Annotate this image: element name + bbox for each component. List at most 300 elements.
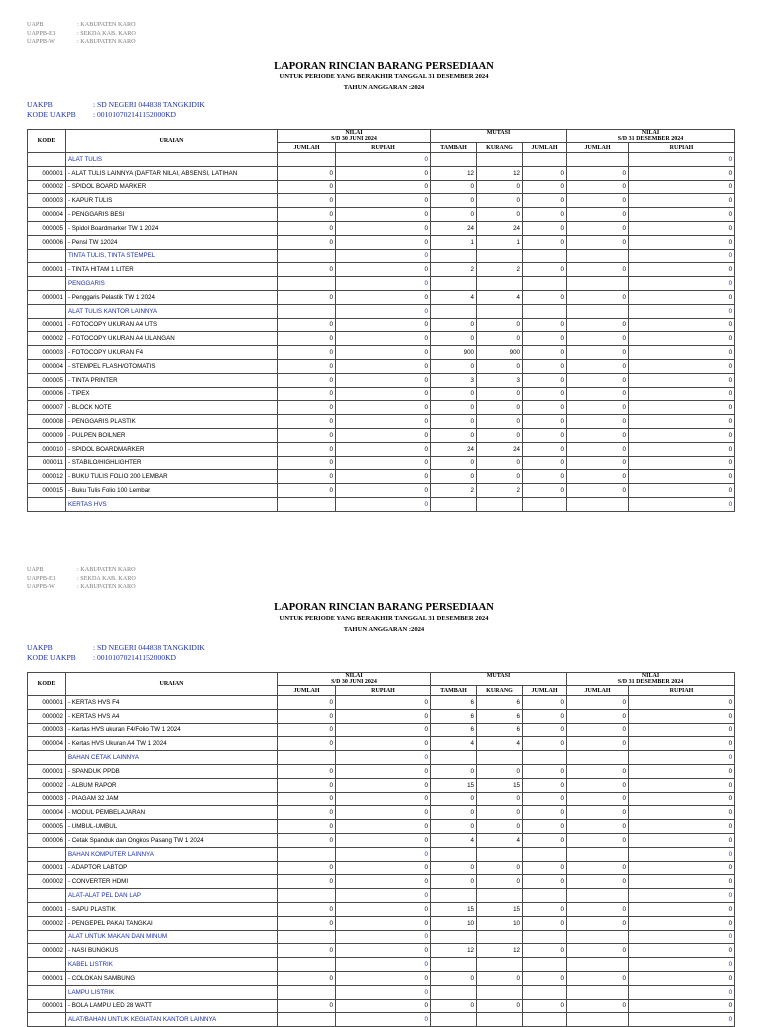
uraian-cell: - KERTAS HVS F4 [66, 696, 278, 710]
jumlah-mutasi-cell: 0 [523, 861, 567, 875]
rupiah-awal-cell: 0 [336, 484, 431, 498]
kurang-cell: 15 [477, 778, 523, 792]
rupiah-akhir-cell: 0 [629, 442, 735, 456]
kurang-cell [477, 958, 523, 972]
meta-label: UAPPB-W [27, 583, 55, 590]
rupiah-awal-cell: 0 [336, 709, 431, 723]
tambah-cell: 12 [431, 944, 477, 958]
table-row [28, 902, 735, 916]
rupiah-akhir-cell: 0 [629, 696, 735, 710]
kode-cell: 000006 [28, 833, 66, 847]
kode-cell: 000004 [28, 737, 66, 751]
jumlah-mutasi-cell: 0 [523, 778, 567, 792]
table-row [28, 263, 735, 277]
jumlah-mutasi-cell: 0 [523, 470, 567, 484]
jumlah-awal-cell: 0 [278, 778, 336, 792]
rupiah-awal-cell: 0 [336, 166, 431, 180]
uraian-cell: - Spidol Boardmarker TW 1 2024 [66, 221, 278, 235]
kode-cell [28, 889, 66, 903]
kode-cell [28, 985, 66, 999]
jumlah-mutasi-cell [523, 304, 567, 318]
rupiah-akhir-cell: 0 [629, 221, 735, 235]
kurang-cell [477, 985, 523, 999]
meta-value: : KABUPATEN KARO [77, 38, 136, 45]
rupiah-awal-cell: 0 [336, 971, 431, 985]
rupiah-awal-cell: 0 [336, 221, 431, 235]
kode-cell [28, 958, 66, 972]
jumlah-mutasi-cell [523, 847, 567, 861]
kurang-cell [477, 249, 523, 263]
rupiah-akhir-cell: 0 [629, 875, 735, 889]
jumlah-mutasi-cell: 0 [523, 875, 567, 889]
jumlah-awal-cell [278, 249, 336, 263]
header-meta [27, 21, 136, 47]
uraian-cell: ALAT/BAHAN UNTUK KEGIATAN KANTOR LAINNYA [66, 1013, 278, 1027]
jumlah-akhir-cell: 0 [567, 971, 629, 985]
rupiah-akhir-cell: 0 [629, 985, 735, 999]
kurang-cell [477, 847, 523, 861]
tambah-cell: 6 [431, 723, 477, 737]
rupiah-awal-cell: 0 [336, 497, 431, 511]
table-row [28, 764, 735, 778]
jumlah-awal-cell: 0 [278, 737, 336, 751]
table-row [28, 318, 735, 332]
kode-cell: 000005 [28, 373, 66, 387]
uraian-cell: PENGGARIS [66, 277, 278, 291]
meta-label: UAPPB-E1 [27, 574, 56, 582]
table-row [28, 861, 735, 875]
tambah-cell: 0 [431, 971, 477, 985]
fiscal-year: TAHUN ANGGARAN :2024 [343, 84, 425, 91]
fiscal-year: TAHUN ANGGARAN :2024 [343, 626, 425, 633]
table-row [28, 709, 735, 723]
col-nilai-akhir: NILAI S/D 31 DESEMBER 2024 [567, 673, 735, 686]
category-row [28, 751, 735, 765]
jumlah-awal-cell: 0 [278, 696, 336, 710]
jumlah-akhir-cell: 0 [567, 764, 629, 778]
table-row [28, 971, 735, 985]
jumlah-mutasi-cell: 0 [523, 723, 567, 737]
rupiah-akhir-cell: 0 [629, 930, 735, 944]
kurang-cell: 0 [477, 332, 523, 346]
kode-cell: 000011 [28, 456, 66, 470]
table-row [28, 442, 735, 456]
category-row [28, 249, 735, 263]
kurang-cell: 2 [477, 484, 523, 498]
col-mutasi: MUTASI [431, 130, 567, 143]
jumlah-akhir-cell: 0 [567, 346, 629, 360]
rupiah-awal-cell: 0 [336, 194, 431, 208]
uraian-cell: - TIPEX [66, 387, 278, 401]
col-tambah: TAMBAH [431, 686, 477, 696]
rupiah-akhir-cell: 0 [629, 415, 735, 429]
jumlah-awal-cell [278, 847, 336, 861]
tambah-cell: 10 [431, 916, 477, 930]
col-tambah: TAMBAH [431, 143, 477, 153]
uraian-cell: - MODUL PEMBELAJARAN [66, 806, 278, 820]
table-row [28, 235, 735, 249]
rupiah-awal-cell: 0 [336, 332, 431, 346]
uakpb-label: UAKPB [27, 100, 53, 109]
jumlah-mutasi-cell: 0 [523, 221, 567, 235]
jumlah-awal-cell: 0 [278, 194, 336, 208]
uraian-cell: - PENGEPEL PAKAI TANGKAI [66, 916, 278, 930]
table-row [28, 166, 735, 180]
kode-cell: 000004 [28, 806, 66, 820]
jumlah-awal-cell: 0 [278, 820, 336, 834]
jumlah-awal-cell: 0 [278, 709, 336, 723]
jumlah-akhir-cell: 0 [567, 709, 629, 723]
rupiah-awal-cell: 0 [336, 208, 431, 222]
uraian-cell: - SPANDUK PPDB [66, 764, 278, 778]
table-row [28, 415, 735, 429]
tambah-cell: 2 [431, 484, 477, 498]
jumlah-awal-cell: 0 [278, 263, 336, 277]
kurang-cell: 0 [477, 415, 523, 429]
table-row [28, 428, 735, 442]
jumlah-mutasi-cell: 0 [523, 359, 567, 373]
uraian-cell: - Buku Tulis Folio 100 Lembar [66, 484, 278, 498]
rupiah-akhir-cell: 0 [629, 194, 735, 208]
col-rupiah-akhir: RUPIAH [629, 686, 735, 696]
table-row [28, 470, 735, 484]
rupiah-awal-cell: 0 [336, 359, 431, 373]
kurang-cell [477, 930, 523, 944]
jumlah-mutasi-cell: 0 [523, 346, 567, 360]
kode-cell [28, 751, 66, 765]
table-row [28, 916, 735, 930]
rupiah-awal-cell: 0 [336, 958, 431, 972]
category-row [28, 930, 735, 944]
jumlah-mutasi-cell: 0 [523, 387, 567, 401]
category-row [28, 985, 735, 999]
kode-uakpb-label: KODE UAKPB [27, 110, 76, 119]
kode-cell: 000004 [28, 359, 66, 373]
kurang-cell: 0 [477, 875, 523, 889]
jumlah-akhir-cell [567, 985, 629, 999]
jumlah-awal-cell: 0 [278, 916, 336, 930]
jumlah-akhir-cell [567, 497, 629, 511]
jumlah-akhir-cell: 0 [567, 221, 629, 235]
jumlah-akhir-cell [567, 249, 629, 263]
jumlah-akhir-cell [567, 304, 629, 318]
tambah-cell: 15 [431, 778, 477, 792]
table-row [28, 332, 735, 346]
kurang-cell: 900 [477, 346, 523, 360]
rupiah-akhir-cell: 0 [629, 737, 735, 751]
col-mutasi: MUTASI [431, 673, 567, 686]
jumlah-mutasi-cell: 0 [523, 442, 567, 456]
kurang-cell: 4 [477, 290, 523, 304]
jumlah-akhir-cell: 0 [567, 806, 629, 820]
kode-cell: 000002 [28, 944, 66, 958]
jumlah-awal-cell: 0 [278, 902, 336, 916]
jumlah-akhir-cell: 0 [567, 318, 629, 332]
rupiah-akhir-cell: 0 [629, 806, 735, 820]
jumlah-akhir-cell: 0 [567, 166, 629, 180]
jumlah-akhir-cell: 0 [567, 833, 629, 847]
jumlah-awal-cell: 0 [278, 180, 336, 194]
uraian-cell: KABEL LISTRIK [66, 958, 278, 972]
jumlah-mutasi-cell: 0 [523, 792, 567, 806]
jumlah-awal-cell: 0 [278, 428, 336, 442]
jumlah-awal-cell [278, 985, 336, 999]
uakpb-value: : SD NEGERI 044838 TANGKIDIK [93, 643, 205, 652]
uraian-cell: - KAPUR TULIS [66, 194, 278, 208]
kurang-cell [477, 277, 523, 291]
col-kurang: KURANG [477, 686, 523, 696]
tambah-cell: 0 [431, 359, 477, 373]
jumlah-mutasi-cell [523, 958, 567, 972]
tambah-cell: 0 [431, 456, 477, 470]
rupiah-akhir-cell: 0 [629, 1013, 735, 1027]
uraian-cell: - BUKU TULIS FOLIO 200 LEMBAR [66, 470, 278, 484]
kode-cell: 000004 [28, 208, 66, 222]
jumlah-awal-cell: 0 [278, 792, 336, 806]
kode-cell: 000008 [28, 415, 66, 429]
uraian-cell: - FOTOCOPY UKURAN A4 ULANGAN [66, 332, 278, 346]
jumlah-akhir-cell [567, 153, 629, 167]
jumlah-awal-cell: 0 [278, 470, 336, 484]
jumlah-akhir-cell: 0 [567, 737, 629, 751]
jumlah-awal-cell [278, 958, 336, 972]
col-uraian: URAIAN [66, 130, 278, 153]
table-row [28, 221, 735, 235]
tambah-cell: 0 [431, 470, 477, 484]
category-row [28, 1013, 735, 1027]
uakpb-label: UAKPB [27, 643, 53, 652]
rupiah-akhir-cell: 0 [629, 290, 735, 304]
jumlah-mutasi-cell: 0 [523, 820, 567, 834]
jumlah-akhir-cell: 0 [567, 290, 629, 304]
jumlah-mutasi-cell: 0 [523, 208, 567, 222]
kode-cell: 000007 [28, 401, 66, 415]
jumlah-akhir-cell [567, 847, 629, 861]
tambah-cell: 0 [431, 180, 477, 194]
kurang-cell: 12 [477, 944, 523, 958]
jumlah-akhir-cell [567, 277, 629, 291]
rupiah-akhir-cell: 0 [629, 999, 735, 1013]
kurang-cell [477, 1013, 523, 1027]
rupiah-awal-cell: 0 [336, 778, 431, 792]
table-row [28, 387, 735, 401]
rupiah-awal-cell: 0 [336, 806, 431, 820]
jumlah-awal-cell: 0 [278, 359, 336, 373]
rupiah-akhir-cell: 0 [629, 792, 735, 806]
table-row [28, 401, 735, 415]
kode-cell: 000009 [28, 428, 66, 442]
kode-uakpb-label: KODE UAKPB [27, 653, 76, 662]
kurang-cell [477, 751, 523, 765]
jumlah-mutasi-cell: 0 [523, 194, 567, 208]
jumlah-awal-cell: 0 [278, 723, 336, 737]
meta-label: UAPPB-W [27, 38, 55, 45]
table-row [28, 346, 735, 360]
kode-cell: 000005 [28, 221, 66, 235]
rupiah-awal-cell: 0 [336, 277, 431, 291]
kode-cell [28, 304, 66, 318]
table-row [28, 373, 735, 387]
uraian-cell: KERTAS HVS [66, 497, 278, 511]
table-row [28, 778, 735, 792]
rupiah-akhir-cell: 0 [629, 833, 735, 847]
jumlah-awal-cell [278, 751, 336, 765]
jumlah-akhir-cell: 0 [567, 902, 629, 916]
table-row [28, 737, 735, 751]
rupiah-awal-cell: 0 [336, 304, 431, 318]
tambah-cell: 1 [431, 235, 477, 249]
uraian-cell: - PENGGARIS PLASTIK [66, 415, 278, 429]
jumlah-akhir-cell: 0 [567, 415, 629, 429]
kode-cell: 000012 [28, 470, 66, 484]
uraian-cell: - Penggaris Pelastik TW 1 2024 [66, 290, 278, 304]
kurang-cell [477, 153, 523, 167]
meta-value: : KABUPATEN KARO [77, 566, 136, 573]
jumlah-akhir-cell: 0 [567, 470, 629, 484]
col-uraian: URAIAN [66, 673, 278, 696]
tambah-cell [431, 153, 477, 167]
kurang-cell: 6 [477, 696, 523, 710]
jumlah-akhir-cell: 0 [567, 235, 629, 249]
kurang-cell: 0 [477, 806, 523, 820]
tambah-cell [431, 930, 477, 944]
rupiah-akhir-cell: 0 [629, 497, 735, 511]
jumlah-akhir-cell: 0 [567, 194, 629, 208]
jumlah-mutasi-cell: 0 [523, 415, 567, 429]
meta-row [27, 30, 136, 39]
jumlah-awal-cell: 0 [278, 764, 336, 778]
rupiah-awal-cell: 0 [336, 696, 431, 710]
rupiah-awal-cell: 0 [336, 153, 431, 167]
tambah-cell: 0 [431, 861, 477, 875]
uraian-cell: - BLOCK NOTE [66, 401, 278, 415]
kode-cell: 000001 [28, 902, 66, 916]
rupiah-awal-cell: 0 [336, 820, 431, 834]
kurang-cell: 12 [477, 166, 523, 180]
uraian-cell: ALAT UNTUK MAKAN DAN MINUM [66, 930, 278, 944]
jumlah-mutasi-cell: 0 [523, 290, 567, 304]
jumlah-akhir-cell [567, 751, 629, 765]
rupiah-akhir-cell: 0 [629, 889, 735, 903]
rupiah-akhir-cell: 0 [629, 916, 735, 930]
kode-cell: 000002 [28, 180, 66, 194]
jumlah-awal-cell: 0 [278, 290, 336, 304]
jumlah-mutasi-cell: 0 [523, 737, 567, 751]
kode-cell: 000001 [28, 764, 66, 778]
rupiah-akhir-cell: 0 [629, 166, 735, 180]
rupiah-akhir-cell: 0 [629, 456, 735, 470]
table-row [28, 820, 735, 834]
jumlah-akhir-cell: 0 [567, 208, 629, 222]
jumlah-awal-cell: 0 [278, 235, 336, 249]
jumlah-akhir-cell: 0 [567, 875, 629, 889]
kode-cell: 000006 [28, 387, 66, 401]
jumlah-mutasi-cell: 0 [523, 484, 567, 498]
kurang-cell: 0 [477, 820, 523, 834]
jumlah-mutasi-cell: 0 [523, 166, 567, 180]
rupiah-awal-cell: 0 [336, 999, 431, 1013]
tambah-cell [431, 304, 477, 318]
col-kode: KODE [28, 130, 66, 153]
jumlah-mutasi-cell [523, 153, 567, 167]
category-row [28, 304, 735, 318]
kode-cell: 000010 [28, 442, 66, 456]
jumlah-awal-cell: 0 [278, 332, 336, 346]
kode-cell: 000003 [28, 723, 66, 737]
meta-row [27, 21, 136, 30]
rupiah-akhir-cell: 0 [629, 263, 735, 277]
jumlah-mutasi-cell: 0 [523, 833, 567, 847]
rupiah-awal-cell: 0 [336, 1013, 431, 1027]
meta-row [27, 566, 136, 575]
meta-label: UAPPB-E1 [27, 29, 56, 37]
uakpb-value: : SD NEGERI 044838 TANGKIDIK [93, 100, 205, 109]
uraian-cell: - TINTA HITAM 1 LITER [66, 263, 278, 277]
tambah-cell: 12 [431, 166, 477, 180]
tambah-cell [431, 958, 477, 972]
category-row [28, 277, 735, 291]
jumlah-akhir-cell: 0 [567, 999, 629, 1013]
uraian-cell: - SPIDOL BOARD MARKER [66, 180, 278, 194]
kode-cell: 000005 [28, 820, 66, 834]
meta-value: : SEKDA KAB. KARO [77, 574, 136, 582]
kode-cell: 000001 [28, 696, 66, 710]
rupiah-akhir-cell: 0 [629, 359, 735, 373]
jumlah-mutasi-cell: 0 [523, 318, 567, 332]
rupiah-awal-cell: 0 [336, 470, 431, 484]
table-row [28, 696, 735, 710]
tambah-cell: 0 [431, 792, 477, 806]
rupiah-awal-cell: 0 [336, 737, 431, 751]
kurang-cell: 0 [477, 208, 523, 222]
tambah-cell: 4 [431, 833, 477, 847]
jumlah-awal-cell [278, 277, 336, 291]
inventory-table-1 [27, 129, 735, 512]
tambah-cell: 4 [431, 737, 477, 751]
rupiah-akhir-cell: 0 [629, 318, 735, 332]
jumlah-akhir-cell [567, 958, 629, 972]
jumlah-mutasi-cell: 0 [523, 764, 567, 778]
rupiah-akhir-cell: 0 [629, 249, 735, 263]
rupiah-awal-cell: 0 [336, 318, 431, 332]
jumlah-mutasi-cell: 0 [523, 902, 567, 916]
jumlah-akhir-cell: 0 [567, 916, 629, 930]
jumlah-akhir-cell: 0 [567, 792, 629, 806]
jumlah-awal-cell: 0 [278, 806, 336, 820]
rupiah-akhir-cell: 0 [629, 401, 735, 415]
jumlah-akhir-cell: 0 [567, 861, 629, 875]
uraian-cell: - PULPEN BOILNER [66, 428, 278, 442]
rupiah-awal-cell: 0 [336, 833, 431, 847]
col-jumlah-awal: JUMLAH [278, 143, 336, 153]
rupiah-awal-cell: 0 [336, 415, 431, 429]
rupiah-awal-cell: 0 [336, 428, 431, 442]
tambah-cell [431, 889, 477, 903]
rupiah-akhir-cell: 0 [629, 958, 735, 972]
tambah-cell: 900 [431, 346, 477, 360]
kurang-cell: 0 [477, 861, 523, 875]
kode-cell: 000002 [28, 332, 66, 346]
table-row [28, 806, 735, 820]
category-row [28, 153, 735, 167]
uraian-cell: - Pensl TW 12024 [66, 235, 278, 249]
header-meta [27, 566, 136, 592]
uraian-cell: ALAT TULIS [66, 153, 278, 167]
jumlah-mutasi-cell: 0 [523, 971, 567, 985]
jumlah-awal-cell: 0 [278, 221, 336, 235]
uraian-cell: - NASI BUNGKUS [66, 944, 278, 958]
kode-cell [28, 277, 66, 291]
